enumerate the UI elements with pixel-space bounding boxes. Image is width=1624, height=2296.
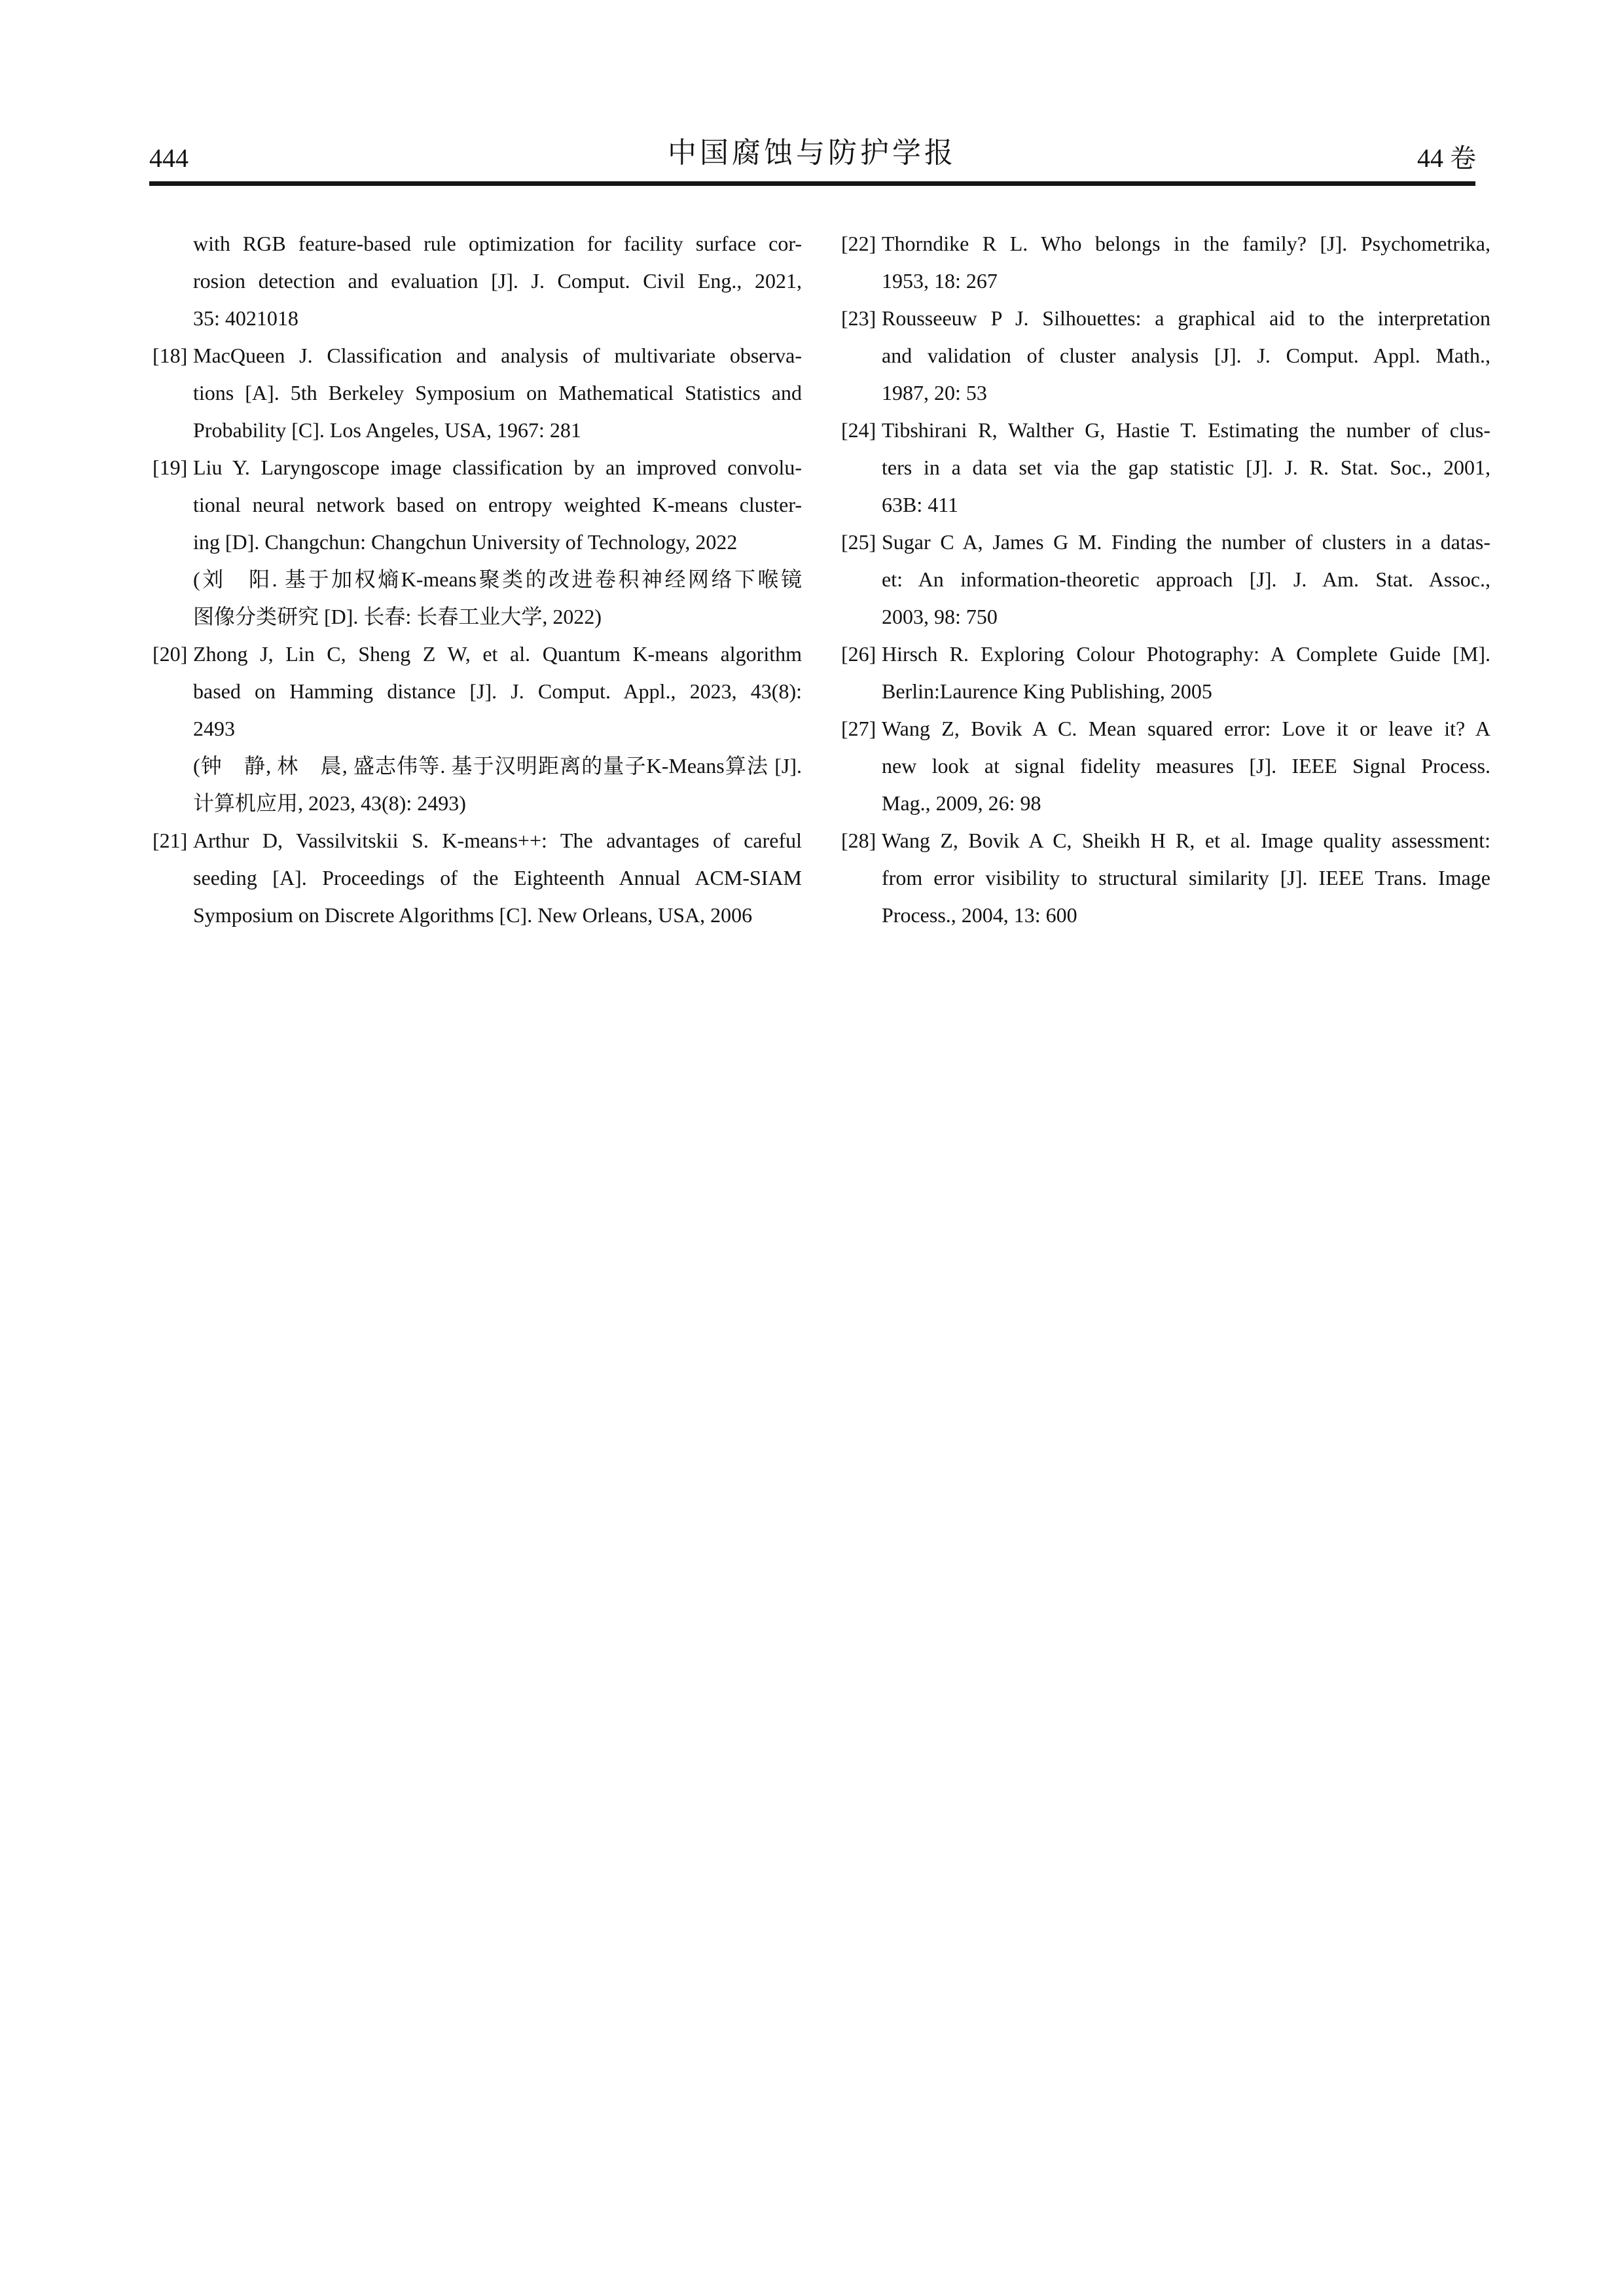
reference-line: 63B: 411: [882, 493, 959, 516]
reference-item: [153, 822, 802, 934]
reference-line: [24] Tibshirani R, Walther G, Hastie T. Estimating the number of clus-: [841, 412, 1490, 449]
reference-item: [153, 337, 802, 449]
reference-line: based on Hamming distance [J]. J. Comput. Appl., 2023, 43(8):: [193, 679, 802, 703]
reference-line: 图像分类研究 [D]. 长春: 长春工业大学, 2022): [193, 605, 602, 628]
reference-number: [26]: [841, 642, 876, 666]
reference-item: [841, 412, 1490, 524]
reference-line: [27] Wang Z, Bovik A C. Mean squared error: Love it or leave it? A: [841, 710, 1490, 747]
reference-line: Process., 2004, 13: 600: [882, 903, 1077, 927]
reference-number: [23]: [841, 306, 876, 330]
reference-number: [27]: [841, 717, 876, 740]
reference-line: Probability [C]. Los Angeles, USA, 1967: 281: [193, 418, 581, 442]
reference-number: [20]: [153, 642, 188, 666]
reference-line: Mag., 2009, 26: 98: [882, 791, 1041, 815]
reference-number: [21]: [153, 829, 188, 852]
reference-number: [28]: [841, 829, 876, 852]
reference-line: 2003, 98: 750: [882, 605, 998, 628]
reference-line: ters in a data set via the gap statistic [J]. J. R. Stat. Soc., 2001,: [882, 456, 1490, 479]
journal-title: 中国腐蚀与防护学报: [668, 137, 956, 169]
reference-line: tions [A]. 5th Berkeley Symposium on Mathematical Statistics and: [193, 381, 802, 404]
reference-item: [841, 710, 1490, 822]
reference-item: [841, 822, 1490, 934]
volume-label: 44 卷: [1417, 143, 1476, 173]
reference-line: rosion detection and evaluation [J]. J. Comput. Civil Eng., 2021,: [193, 269, 802, 293]
reference-line: 2493: [193, 717, 235, 740]
reference-line: [19] Liu Y. Laryngoscope image classification by an improved convolu-: [153, 449, 802, 486]
reference-number: [18]: [153, 344, 188, 367]
reference-item: [153, 225, 802, 337]
references-column-right: [841, 225, 1490, 934]
reference-line: from error visibility to structural similarity [J]. IEEE Trans. Image: [882, 866, 1490, 889]
header-rule: [149, 181, 1475, 186]
reference-line: and validation of cluster analysis [J]. J. Comput. Appl. Math.,: [882, 344, 1490, 367]
reference-line: et: An information-theoretic approach [J]. J. Am. Stat. Assoc.,: [882, 567, 1490, 591]
reference-line: (刘 阳. 基于加权熵K-means聚类的改进卷积神经网络下喉镜: [193, 567, 802, 591]
reference-line: 1987, 20: 53: [882, 381, 987, 404]
reference-line: Berlin:Laurence King Publishing, 2005: [882, 679, 1212, 703]
reference-line: tional neural network based on entropy weighted K-means cluster-: [193, 493, 802, 516]
reference-item: [841, 225, 1490, 300]
reference-number: [24]: [841, 418, 876, 442]
reference-number: [25]: [841, 530, 876, 554]
reference-item: [841, 636, 1490, 710]
reference-number: [22]: [841, 232, 876, 255]
reference-line: 计算机应用, 2023, 43(8): 2493): [193, 791, 466, 815]
reference-line: ing [D]. Changchun: Changchun University of Technology, 2022: [193, 530, 738, 554]
reference-line: (钟 静, 林 晨, 盛志伟等. 基于汉明距离的量子K-Means算法 [J].: [193, 754, 802, 778]
reference-item: [153, 636, 802, 822]
reference-item: [153, 449, 802, 636]
references-column-left: [153, 225, 802, 934]
reference-number: [19]: [153, 456, 188, 479]
reference-line: [21] Arthur D, Vassilvitskii S. K-means++: The advantages of careful: [153, 822, 802, 859]
reference-line: seeding [A]. Proceedings of the Eighteenth Annual ACM-SIAM: [193, 866, 802, 889]
reference-item: [841, 300, 1490, 412]
reference-line: 1953, 18: 267: [882, 269, 998, 293]
reference-line: [18] MacQueen J. Classification and analysis of multivariate observa-: [153, 337, 802, 374]
reference-line: 35: 4021018: [193, 306, 298, 330]
reference-line: [22] Thorndike R L. Who belongs in the family? [J]. Psychometrika,: [841, 225, 1490, 262]
reference-line: [25] Sugar C A, James G M. Finding the number of clusters in a datas-: [841, 524, 1490, 561]
reference-line: Symposium on Discrete Algorithms [C]. New Orleans, USA, 2006: [193, 903, 753, 927]
reference-line: [20] Zhong J, Lin C, Sheng Z W, et al. Quantum K-means algorithm: [153, 636, 802, 673]
reference-line: [28] Wang Z, Bovik A C, Sheikh H R, et al. Image quality assessment:: [841, 822, 1490, 859]
reference-line: with RGB feature-based rule optimization for facility surface cor-: [193, 232, 802, 255]
reference-line: new look at signal fidelity measures [J]. IEEE Signal Process.: [882, 754, 1490, 778]
reference-line: [23] Rousseeuw P J. Silhouettes: a graphical aid to the interpretation: [841, 300, 1490, 337]
reference-item: [841, 524, 1490, 636]
page-number: 444: [149, 143, 189, 173]
reference-line: [26] Hirsch R. Exploring Colour Photography: A Complete Guide [M].: [841, 636, 1490, 673]
